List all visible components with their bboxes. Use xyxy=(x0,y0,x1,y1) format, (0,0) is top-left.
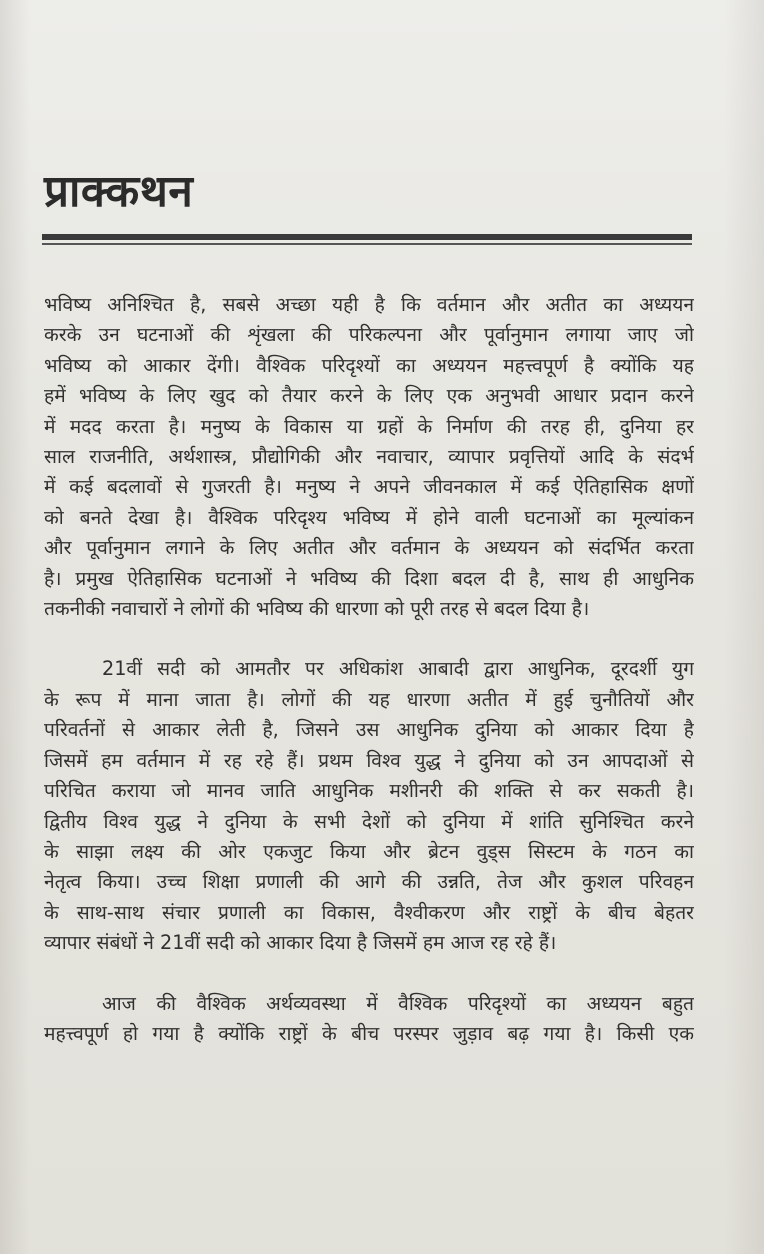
text-line: परिचित कराया जो मानव जाति आधुनिक मशीनरी की शक्ति से कर सकती है। xyxy=(44,779,694,803)
heading-underline-rule xyxy=(42,234,692,248)
text-line: व्यापार संबंधों ने 21वीं सदी को आकार दिया है जिसमें हम आज रह रहे हैं। xyxy=(44,931,557,955)
text-line: भविष्य को आकार देंगी। वैश्विक परिदृश्यों का अध्ययन महत्त्वपूर्ण है क्योंकि यह xyxy=(44,353,694,377)
text-line: करके उन घटनाओं की शृंखला की परिकल्पना और पूर्वानुमान लगाया जाए जो xyxy=(44,323,694,347)
text-line: और पूर्वानुमान लगाने के लिए अतीत और वर्तमान के अध्ययन को संदर्भित करता xyxy=(44,536,694,560)
page-gutter-shadow xyxy=(0,0,30,1254)
text-line: है। प्रमुख ऐतिहासिक घटनाओं ने भविष्य की दिशा बदल दी है, साथ ही आधुनिक xyxy=(44,566,694,590)
text-line: तकनीकी नवाचारों ने लोगों की भविष्य की धारणा को पूरी तरह से बदल दिया है। xyxy=(44,597,590,621)
text-line: के रूप में माना जाता है। लोगों की यह धारणा अतीत में हुई चुनौतियों और xyxy=(44,687,694,711)
text-line: साल राजनीति, अर्थशास्त्र, प्रौद्योगिकी और नवाचार, व्यापार प्रवृत्तियों आदि के संदर्भ xyxy=(44,445,694,469)
paragraph-2 xyxy=(44,654,694,958)
text-line: महत्त्वपूर्ण हो गया है क्योंकि राष्ट्रों के बीच परस्पर जुड़ाव बढ़ गया है। किसी एक xyxy=(44,1021,694,1045)
chapter-heading: प्राक्कथन xyxy=(44,166,194,217)
text-line: नेतृत्व किया। उच्च शिक्षा प्रणाली की आगे की उन्नति, तेज और कुशल परिवहन xyxy=(44,870,694,894)
paragraph-1 xyxy=(44,290,694,624)
text-line: हमें भविष्य के लिए खुद को तैयार करने के लिए एक अनुभवी आधार प्रदान करने xyxy=(44,384,694,408)
text-line: द्वितीय विश्व युद्ध ने दुनिया के सभी देशों को दुनिया में शांति सुनिश्चित करने xyxy=(44,809,694,833)
text-line: के साथ-साथ संचार प्रणाली का विकास, वैश्वीकरण और राष्ट्रों के बीच बेहतर xyxy=(44,900,694,924)
paragraph-3 xyxy=(44,989,694,1050)
text-line: जिसमें हम वर्तमान में रह रहे हैं। प्रथम विश्व युद्ध ने दुनिया को उन आपदाओं से xyxy=(44,748,694,772)
text-line: के साझा लक्ष्य की ओर एकजुट किया और ब्रेटन वुड्स सिस्टम के गठन का xyxy=(44,839,694,863)
text-line: आज की वैश्विक अर्थव्यवस्था में वैश्विक परिदृश्यों का अध्ययन बहुत xyxy=(102,991,694,1015)
text-line: भविष्य अनिश्चित है, सबसे अच्छा यही है कि वर्तमान और अतीत का अध्ययन xyxy=(44,293,694,316)
rule-thick-line xyxy=(42,234,692,240)
page-edge-shadow xyxy=(724,0,764,1254)
text-line: में कई बदलावों से गुजरती है। मनुष्य ने अपने जीवनकाल में कई ऐतिहासिक क्षणों xyxy=(44,475,694,499)
text-line: में मदद करता है। मनुष्य के विकास या ग्रहों के निर्माण की तरह ही, दुनिया हर xyxy=(44,414,694,438)
text-line: को बनते देखा है। वैश्विक परिदृश्य भविष्य में होने वाली घटनाओं का मूल्यांकन xyxy=(44,505,694,529)
body-text xyxy=(44,290,694,1049)
text-line: 21वीं सदी को आमतौर पर अधिकांश आबादी द्वारा आधुनिक, दूरदर्शी युग xyxy=(102,657,694,681)
text-line: परिवर्तनों से आकार लेती है, जिसने उस आधुनिक दुनिया को आकार दिया है xyxy=(44,718,694,742)
rule-thin-line xyxy=(42,243,692,245)
